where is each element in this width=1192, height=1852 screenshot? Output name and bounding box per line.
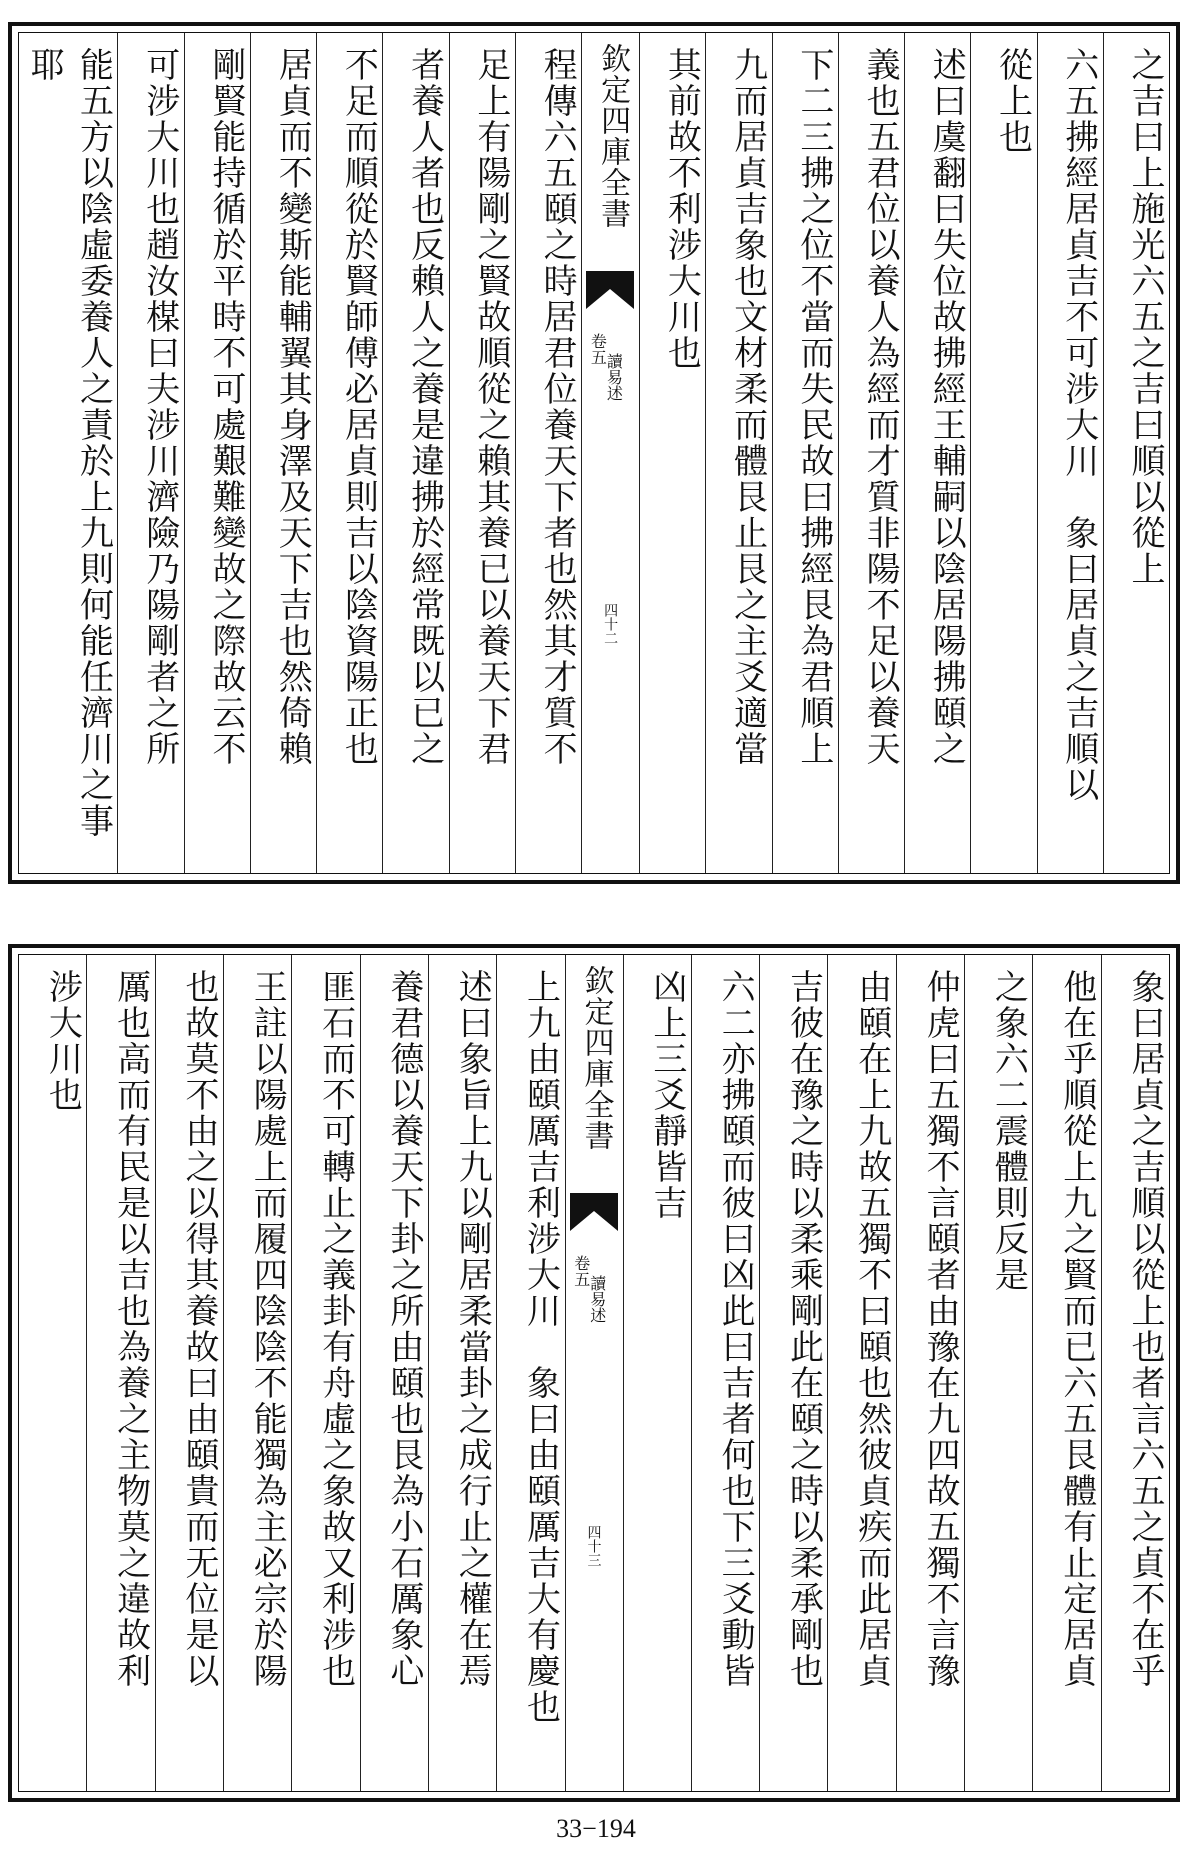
margin-page-number: 四十三 (585, 1525, 602, 1567)
margin-title: 欽定四庫全書 (595, 43, 631, 229)
text-column: 其前故不利涉大川也 (639, 33, 705, 873)
text-column: 九而居貞吉象也文材柔而體艮止艮之主爻適當 (705, 33, 771, 873)
text-column: 匪石而不可轉止之義卦有舟虛之象故又利涉也 (291, 955, 359, 1791)
text-column: 凶上三爻靜皆吉 (623, 955, 691, 1791)
text-column: 居貞而不變斯能輔翼其身澤及天下吉也然倚賴 (250, 33, 316, 873)
text-column: 厲也高而有民是以吉也為養之主物莫之違故利 (86, 955, 154, 1791)
margin-title: 欽定四庫全書 (578, 965, 614, 1151)
fish-tail-mark-icon (570, 1193, 618, 1231)
text-column: 述曰虞翻曰失位故拂經王輔嗣以陰居陽拂頤之 (904, 33, 970, 873)
text-column: 剛賢能持循於平時不可處艱難變故之際故云不 (184, 33, 250, 873)
margin-volume: 卷五 (571, 1255, 591, 1287)
text-column: 下二三拂之位不當而失民故曰拂經艮為君順上 (772, 33, 838, 873)
text-column: 養君德以養天下卦之所由頤也艮為小石厲象心 (360, 955, 428, 1791)
margin-page-number: 四十二 (602, 603, 619, 645)
margin-book: 讀易述 (604, 353, 624, 401)
page-margin (581, 33, 639, 873)
top-page-columns (18, 32, 1170, 874)
text-column: 他在乎順從上九之賢而已六五艮體有止定居貞 (1032, 955, 1100, 1791)
top-page (8, 22, 1180, 884)
text-column: 之吉曰上施光六五之吉曰順以從上 (1103, 33, 1169, 873)
text-column: 能五方以陰虛委養人之責於上九則何能任濟川之事耶 (24, 47, 114, 839)
text-column: 不足而順從於賢師傅必居貞則吉以陰資陽正也 (316, 33, 382, 873)
text-column: 從上也 (970, 33, 1036, 873)
text-column: 足上有陽剛之賢故順從之賴其養已以養天下君 (449, 33, 515, 873)
text-column: 涉大川也 (42, 969, 83, 1113)
text-column: 由頤在上九故五獨不曰頤也然彼貞疾而此居貞 (827, 955, 895, 1791)
text-column: 仲虎曰五獨不言頤者由豫在九四故五獨不言豫 (896, 955, 964, 1791)
margin-book: 讀易述 (587, 1275, 607, 1323)
page-margin (565, 955, 623, 1791)
bottom-page (8, 944, 1180, 1802)
text-column: 者養人者也反賴人之養是違拂於經常既以已之 (382, 33, 448, 873)
text-column: 吉彼在豫之時以柔乘剛此在頤之時以柔承剛也 (759, 955, 827, 1791)
text-column: 程傳六五頤之時居君位養天下者也然其才質不 (515, 33, 581, 873)
text-column: 可涉大川也趙汝楳曰夫涉川濟險乃陽剛者之所 (117, 33, 183, 873)
text-column: 六二亦拂頤而彼曰凶此曰吉者何也下三爻動皆 (691, 955, 759, 1791)
text-column: 象曰居貞之吉順以從上也者言六五之貞不在乎 (1101, 955, 1169, 1791)
text-column: 述曰象旨上九以剛居柔當卦之成行止之權在焉 (428, 955, 496, 1791)
bottom-page-columns (18, 954, 1170, 1792)
text-column: 之象六二震體則反是 (964, 955, 1032, 1791)
text-column: 也故莫不由之以得其養故曰由頤貴而无位是以 (155, 955, 223, 1791)
text-column: 王註以陽處上而履四陰陰不能獨為主必宗於陽 (223, 955, 291, 1791)
text-column: 義也五君位以養人為經而才質非陽不足以養天 (838, 33, 904, 873)
fish-tail-mark-icon (586, 271, 634, 309)
margin-volume: 卷五 (588, 333, 608, 365)
page-code: 33−194 (556, 1814, 636, 1843)
text-column: 上九由頤厲吉利涉大川 象曰由頤厲吉大有慶也 (496, 955, 564, 1791)
text-column: 六五拂經居貞吉不可涉大川 象曰居貞之吉順以 (1037, 33, 1103, 873)
